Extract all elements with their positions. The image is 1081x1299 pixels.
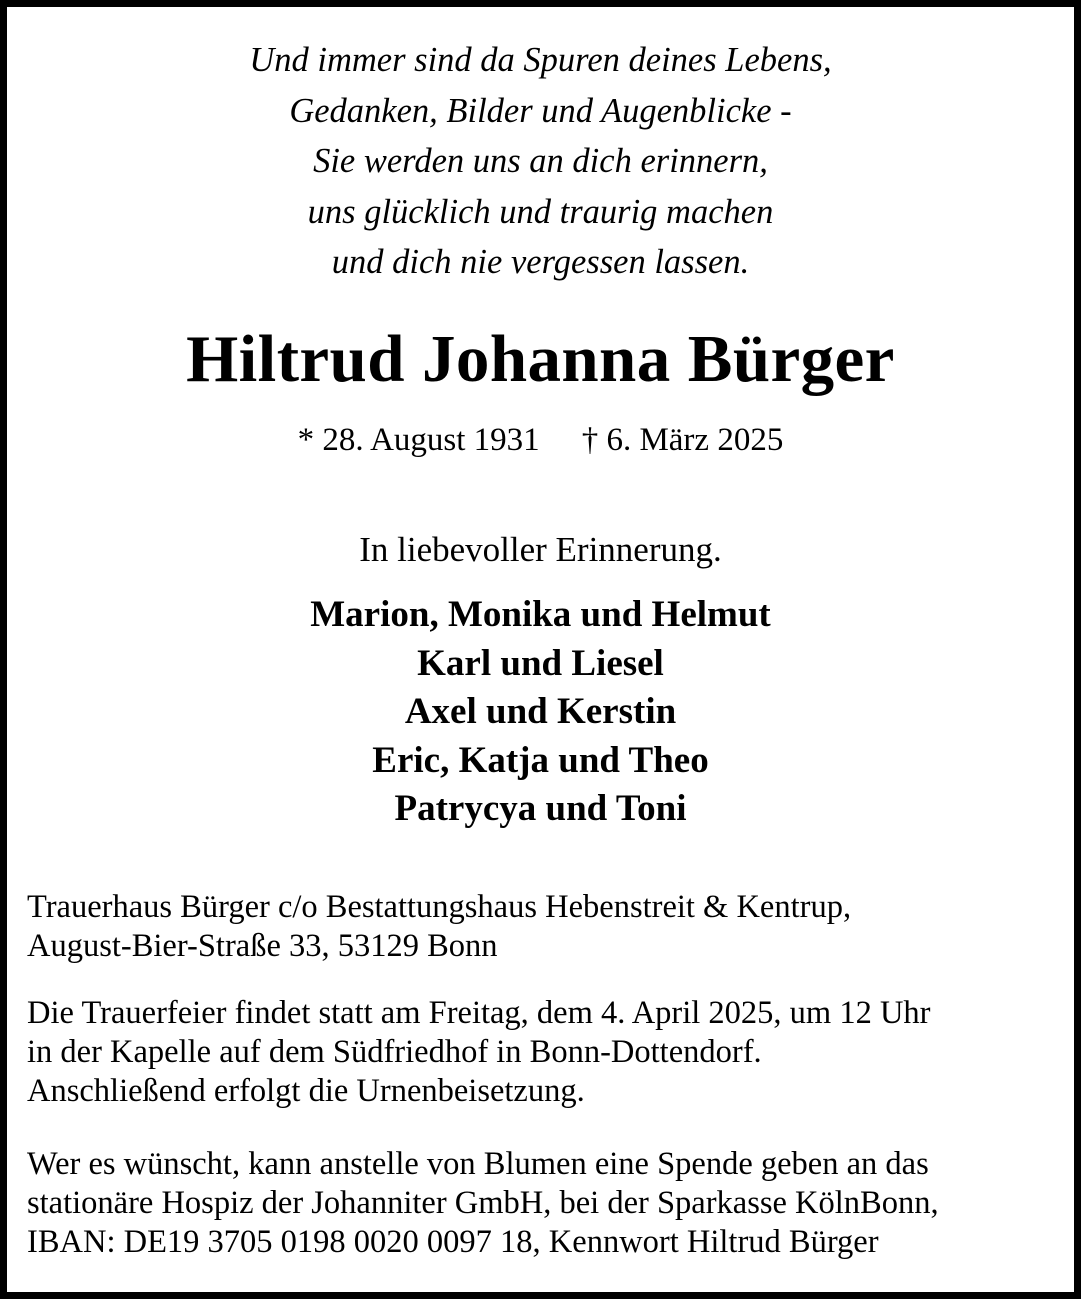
poem-line: Gedanken, Bilder und Augenblicke - — [289, 91, 792, 130]
memory-line: In liebevoller Erinnerung. — [359, 530, 722, 569]
donation-paragraph — [27, 1145, 939, 1262]
memorial-poem — [7, 35, 1074, 288]
donation-line: Wer es wünscht, kann anstelle von Blumen eine Spende geben an das — [27, 1146, 929, 1182]
birth-date: * 28. August 1931 — [297, 422, 540, 458]
poem-line: und dich nie vergessen lassen. — [331, 243, 750, 281]
poem-line: Und immer sind da Spuren deines Lebens, — [249, 41, 832, 79]
mourner-line: Patrycya und Toni — [394, 788, 687, 829]
ceremony-line: Die Trauerfeier findet statt am Freitag, dem 4. April 2025, um 12 Uhr — [27, 995, 931, 1031]
address-line: August-Bier-Straße 33, 53129 Bonn — [27, 928, 498, 964]
address-line: Trauerhaus Bürger c/o Bestattungshaus Hebenstreit & Kentrup, — [27, 889, 852, 925]
mourner-line: Karl und Liesel — [417, 642, 664, 684]
mourner-line: Marion, Monika und Helmut — [310, 594, 771, 635]
ceremony-line: in der Kapelle auf dem Südfriedhof in Bonn-Dottendorf. — [27, 1034, 762, 1070]
poem-line: uns glücklich und traurig machen — [307, 192, 774, 231]
ceremony-line: Anschließend erfolgt die Urnenbeisetzung. — [27, 1073, 585, 1109]
address-paragraph — [27, 888, 851, 966]
mourners-list — [7, 591, 1074, 834]
mourner-line: Axel und Kerstin — [404, 691, 677, 732]
death-date: † 6. März 2025 — [581, 422, 784, 458]
poem-line: Sie werden uns an dich erinnern, — [313, 142, 768, 180]
mourner-line: Eric, Katja und Theo — [372, 739, 709, 781]
life-dates — [7, 418, 1074, 462]
ceremony-paragraph — [27, 994, 931, 1111]
donation-line: IBAN: DE19 3705 0198 0020 0097 18, Kennwort Hiltrud Bürger — [27, 1224, 879, 1260]
donation-line: stationäre Hospiz der Johanniter GmbH, bei der Sparkasse KölnBonn, — [27, 1185, 939, 1221]
deceased-name: Hiltrud Johanna Bürger — [186, 322, 895, 396]
